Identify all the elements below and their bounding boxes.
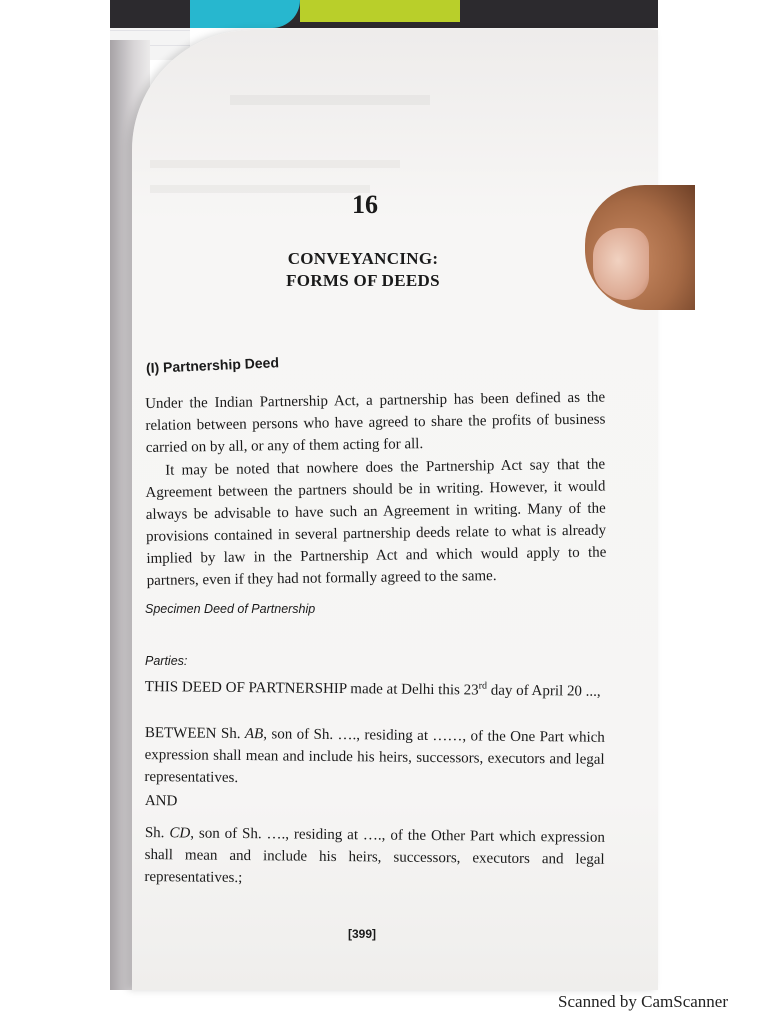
and-word: AND <box>144 792 178 810</box>
party-cd: CD <box>169 825 191 842</box>
lime-object <box>300 0 460 22</box>
specimen-heading: Specimen Deed of Partnership <box>145 602 316 616</box>
cyan-object <box>190 0 300 28</box>
chapter-title-line2: FORMS OF DEEDS <box>286 271 440 290</box>
fingernail <box>593 228 649 300</box>
paragraph-writing: It may be noted that nowhere does the Partnership Act say that the Agreement between the partners should be in writing. However, it would always be advisable to have such an Agreement in writing. Many of the provisions contained in several partnership deeds relate to what is already implied by law in the Partnership Act and which would apply to the partners, even if they had not formally agreed to the same. <box>145 456 607 589</box>
between-clause <box>144 722 605 793</box>
cd-rest: , son of Sh. …., residing at …., of the Other Part which expression shall mean and include his heirs, successors, executors and legal representatives.; <box>144 825 605 887</box>
chapter-title-line1: CONVEYANCING: <box>287 249 439 268</box>
party-ab: AB <box>244 726 264 743</box>
deed-opening-rest: day of April 20 ..., <box>486 682 601 700</box>
between-text: BETWEEN Sh. <box>144 724 246 743</box>
chapter-number: 16 <box>352 190 378 219</box>
between-rest: , son of Sh. …., residing at ……, of the One Part which expression shall mean and include his heirs, successors, executors and legal representatives. <box>144 726 605 786</box>
bleed-through-line <box>150 160 400 168</box>
page-number: [399] <box>348 927 377 941</box>
parties-label: Parties: <box>145 654 188 668</box>
bleed-through-line <box>230 95 430 105</box>
deed-opening-suffix: rd <box>478 680 488 692</box>
cd-text: Sh. <box>144 824 170 842</box>
deed-opening-text: THIS DEED OF PARTNERSHIP made at Delhi this 23 <box>144 678 479 699</box>
cd-clause <box>144 822 605 893</box>
paragraph-definition: Under the Indian Partnership Act, a partnership has been defined as the relation between persons who have agreed to share the profits of business carried on by all, or any of them acting for all. <box>145 389 606 456</box>
section-heading: (I) Partnership Deed <box>145 354 280 376</box>
scanner-footer: Scanned by CamScanner <box>558 992 728 1011</box>
deed-opening <box>145 672 605 703</box>
top-colored-strip <box>110 0 658 28</box>
chapter-title <box>248 248 478 292</box>
